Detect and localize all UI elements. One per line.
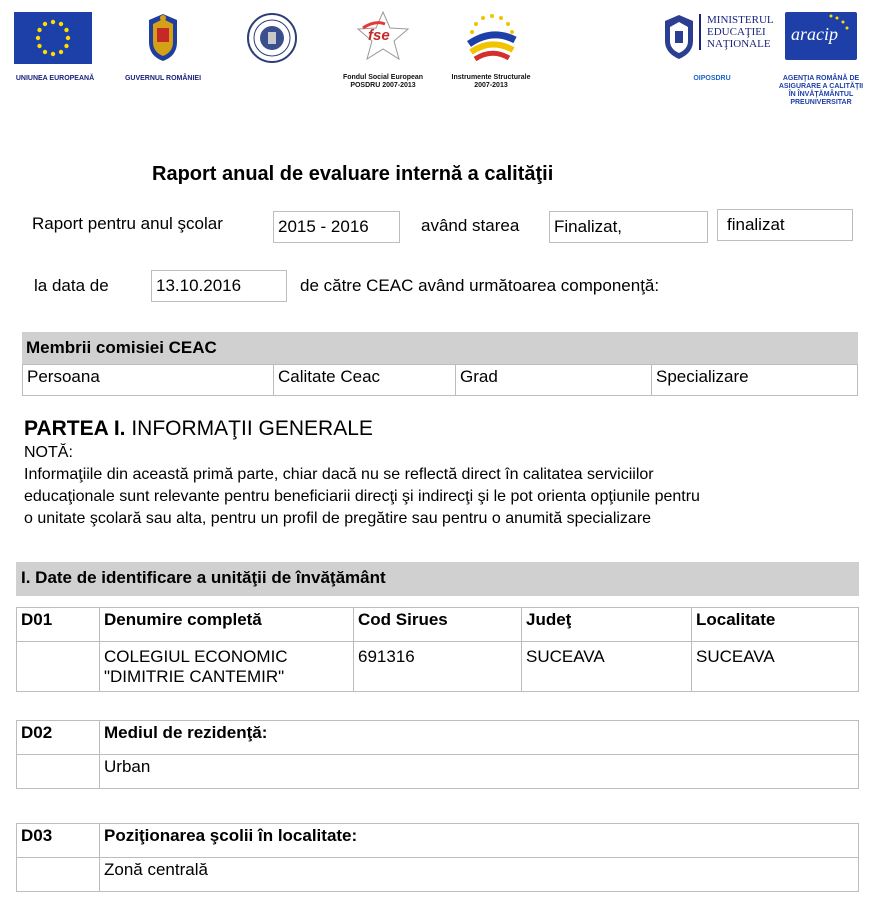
- structural-instruments-logo: [463, 10, 521, 66]
- d02-table: [16, 720, 859, 789]
- gov-caption: GUVERNUL ROMÂNIEI: [124, 75, 202, 82]
- page-title: Raport anual de evaluare internă a calităţii: [152, 163, 554, 185]
- d01-empty-cell: [17, 642, 100, 692]
- d01-name-cell: COLEGIUL ECONOMIC "DIMITRIE CANTEMIR": [100, 642, 354, 692]
- ceac-col-calitate: Calitate Ceac: [274, 365, 456, 396]
- ministry-caption: OIPOSDRU: [693, 75, 731, 82]
- date-label: la data de: [34, 276, 109, 295]
- ministry-logo-text: MINISTERUL EDUCAŢIEI NAŢIONALE: [699, 14, 774, 50]
- d03-empty-cell: [17, 858, 100, 892]
- d02-empty-cell: [17, 755, 100, 789]
- d01-header-localitate: Localitate: [692, 608, 859, 642]
- fse-caption: Fondul Social European POSDRU 2007-2013: [342, 74, 424, 89]
- d01-code: D01: [17, 608, 100, 642]
- d02-label: Mediul de rezidenţă:: [100, 721, 859, 755]
- fse-mark: fse: [368, 27, 390, 44]
- ceac-col-grad: Grad: [456, 365, 652, 396]
- date-suffix: de către CEAC având următoarea componenţă:: [300, 276, 660, 295]
- ceac-table: [22, 364, 858, 396]
- year-field: 2015 - 2016: [273, 211, 400, 243]
- d01-header-row: [17, 608, 859, 642]
- state-label: având starea: [421, 216, 520, 235]
- ceac-col-persoana: Persoana: [23, 365, 274, 396]
- part1-heading: PARTEA I. INFORMAŢII GENERALE: [24, 417, 373, 440]
- d03-value: Zonă centrală: [100, 858, 859, 892]
- d03-label-row: [17, 824, 859, 858]
- ceac-col-specializare: Specializare: [652, 365, 858, 396]
- ministry-crest-logo: [661, 13, 697, 61]
- date-field: 13.10.2016: [151, 270, 287, 302]
- d02-value-row: [17, 755, 859, 789]
- d01-sirues-cell: 691316: [354, 642, 522, 692]
- d01-data-row: [17, 642, 859, 692]
- ceac-title-bar: Membrii comisiei CEAC: [22, 332, 858, 364]
- section1-title-bar: I. Date de identificare a unităţii de învăţământ: [16, 562, 859, 596]
- fse-logo: [355, 10, 411, 62]
- state-field: Finalizat,: [549, 211, 708, 243]
- d01-header-sirues: Cod Sirues: [354, 608, 522, 642]
- d02-code: D02: [17, 721, 100, 755]
- eu-caption: UNIUNEA EUROPEANĂ: [15, 75, 95, 82]
- d02-label-row: [17, 721, 859, 755]
- d01-judet-cell: SUCEAVA: [522, 642, 692, 692]
- year-label: Raport pentru anul şcolar: [32, 214, 223, 233]
- part1-nota: NOTĂ: Informaţiile din această primă parte, chiar dacă nu se reflectă direct în calitatea serviciilor educaţionale sunt relevante pentru beneficiarii direcţi şi indirecţi şi le pot orienta opţiunile pentru o unitate şcolară sau alta, pentru un profil de pregătire sau pentru o anumită specializare: [24, 444, 700, 527]
- romania-coat-of-arms-logo: [143, 12, 183, 62]
- state-field-2: finalizat: [717, 209, 853, 241]
- romania-seal-logo: [246, 12, 298, 64]
- aracip-caption: AGENŢIA ROMÂNĂ DE ASIGURARE A CALITĂŢII ÎN ÎNVĂŢĂMÂNTUL PREUNIVERSITAR: [778, 75, 864, 106]
- d01-header-denumire: Denumire completă: [100, 608, 354, 642]
- d03-code: D03: [17, 824, 100, 858]
- structural-instruments-caption: Instrumente Structurale 2007-2013: [451, 74, 531, 89]
- d03-label: Poziţionarea şcolii în localitate:: [100, 824, 859, 858]
- ceac-header-row: [23, 365, 858, 396]
- d01-header-judet: Judeţ: [522, 608, 692, 642]
- d01-localitate-cell: SUCEAVA: [692, 642, 859, 692]
- aracip-logo: aracip: [785, 12, 857, 60]
- eu-flag-logo: [14, 12, 92, 64]
- d01-table: [16, 607, 859, 692]
- d03-table: [16, 823, 859, 892]
- d03-value-row: [17, 858, 859, 892]
- d02-value: Urban: [100, 755, 859, 789]
